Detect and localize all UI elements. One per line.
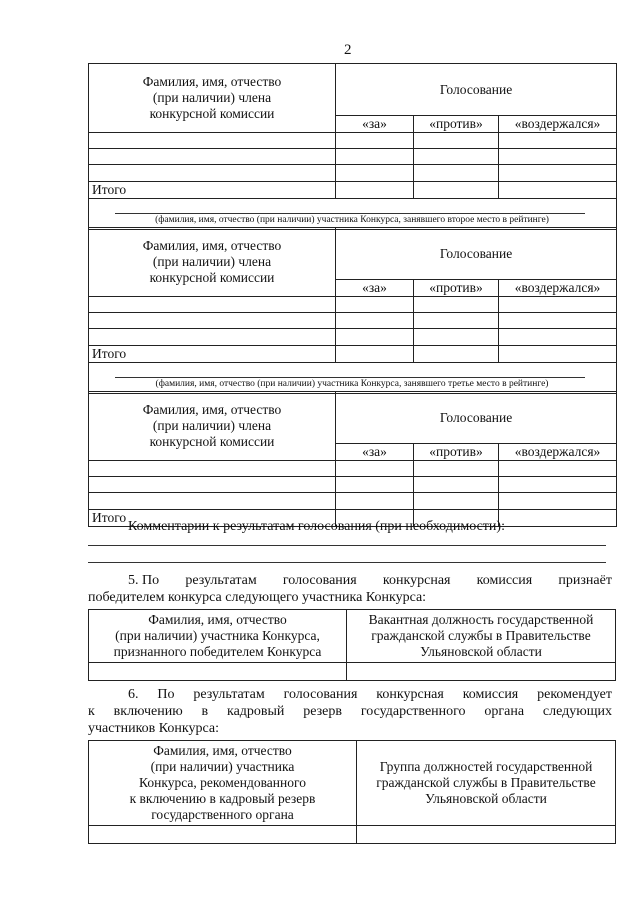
header-member-name: Фамилия, имя, отчество (при наличии) члена конкурсной комиссии [89, 392, 336, 461]
reserve-name-header: Фамилия, имя, отчество (при наличии) участника Конкурса, рекомендованного к включению в кадровый резерв государственного органа [89, 741, 357, 826]
item6-line2: к включению в кадровый резерв государственного органа следующих [88, 704, 612, 719]
table-row [89, 329, 617, 346]
table-row [89, 493, 617, 510]
item5-line1: 5. По результатам голосования конкурсная комиссия признаёт [128, 573, 612, 588]
table-row [89, 826, 616, 844]
col-abstain: «воздержался» [499, 280, 617, 297]
total-label: Итого [89, 510, 336, 527]
table-row [89, 477, 617, 493]
winner-table [88, 609, 616, 681]
comment-line [88, 562, 606, 563]
table-row [89, 663, 616, 681]
voting-table-2 [88, 227, 617, 363]
table-row [89, 297, 617, 313]
col-for: «за» [336, 444, 414, 461]
comments-label: Комментарии к результатам голосования (при необходимости): [128, 519, 505, 534]
col-for: «за» [336, 116, 414, 133]
header-voting: Голосование [336, 392, 617, 444]
comment-line [88, 545, 606, 546]
candidate-box-3 [88, 362, 617, 394]
col-for: «за» [336, 280, 414, 297]
total-label: Итого [89, 182, 336, 199]
header-member-name: Фамилия, имя, отчество (при наличии) члена конкурсной комиссии [89, 228, 336, 297]
col-abstain: «воздержался» [499, 116, 617, 133]
voting-table-3 [88, 391, 617, 527]
item6-line3: участников Конкурса: [88, 721, 219, 736]
header-member-name: Фамилия, имя, отчество (при наличии) члена конкурсной комиссии [89, 64, 336, 133]
voting-table-1 [88, 63, 617, 199]
table-row [89, 133, 617, 149]
table-row [89, 461, 617, 477]
col-abstain: «воздержался» [499, 444, 617, 461]
winner-name-header: Фамилия, имя, отчество (при наличии) участника Конкурса, признанного победителем Конкурса [89, 610, 347, 663]
item5-line2: победителем конкурса следующего участника Конкурса: [88, 590, 427, 605]
total-row [89, 346, 617, 363]
vacant-position-header: Вакантная должность государственной гражданской службы в Правительстве Ульяновской области [347, 610, 616, 663]
col-against: «против» [414, 444, 499, 461]
col-against: «против» [414, 280, 499, 297]
header-voting: Голосование [336, 228, 617, 280]
total-label: Итого [89, 346, 336, 363]
total-row [89, 182, 617, 199]
page-number: 2 [344, 42, 352, 58]
candidate-box-2 [88, 198, 617, 230]
table-row [89, 149, 617, 165]
candidate-name-line-2 [115, 213, 585, 214]
candidate-name-line-3 [115, 377, 585, 378]
reserve-table [88, 740, 616, 844]
candidate-caption-2: (фамилия, имя, отчество (при наличии) участника Конкурса, занявшего второе место в рейтинге) [155, 215, 549, 225]
header-voting: Голосование [336, 64, 617, 116]
col-against: «против» [414, 116, 499, 133]
table-row [89, 313, 617, 329]
candidate-caption-3: (фамилия, имя, отчество (при наличии) участника Конкурса, занявшего третье место в рейтинге) [155, 379, 549, 389]
item6-line1: 6. По результатам голосования конкурсная комиссия рекомендует [128, 687, 612, 702]
position-group-header: Группа должностей государственной гражданской службы в Правительстве Ульяновской области [357, 741, 616, 826]
table-row [89, 165, 617, 182]
